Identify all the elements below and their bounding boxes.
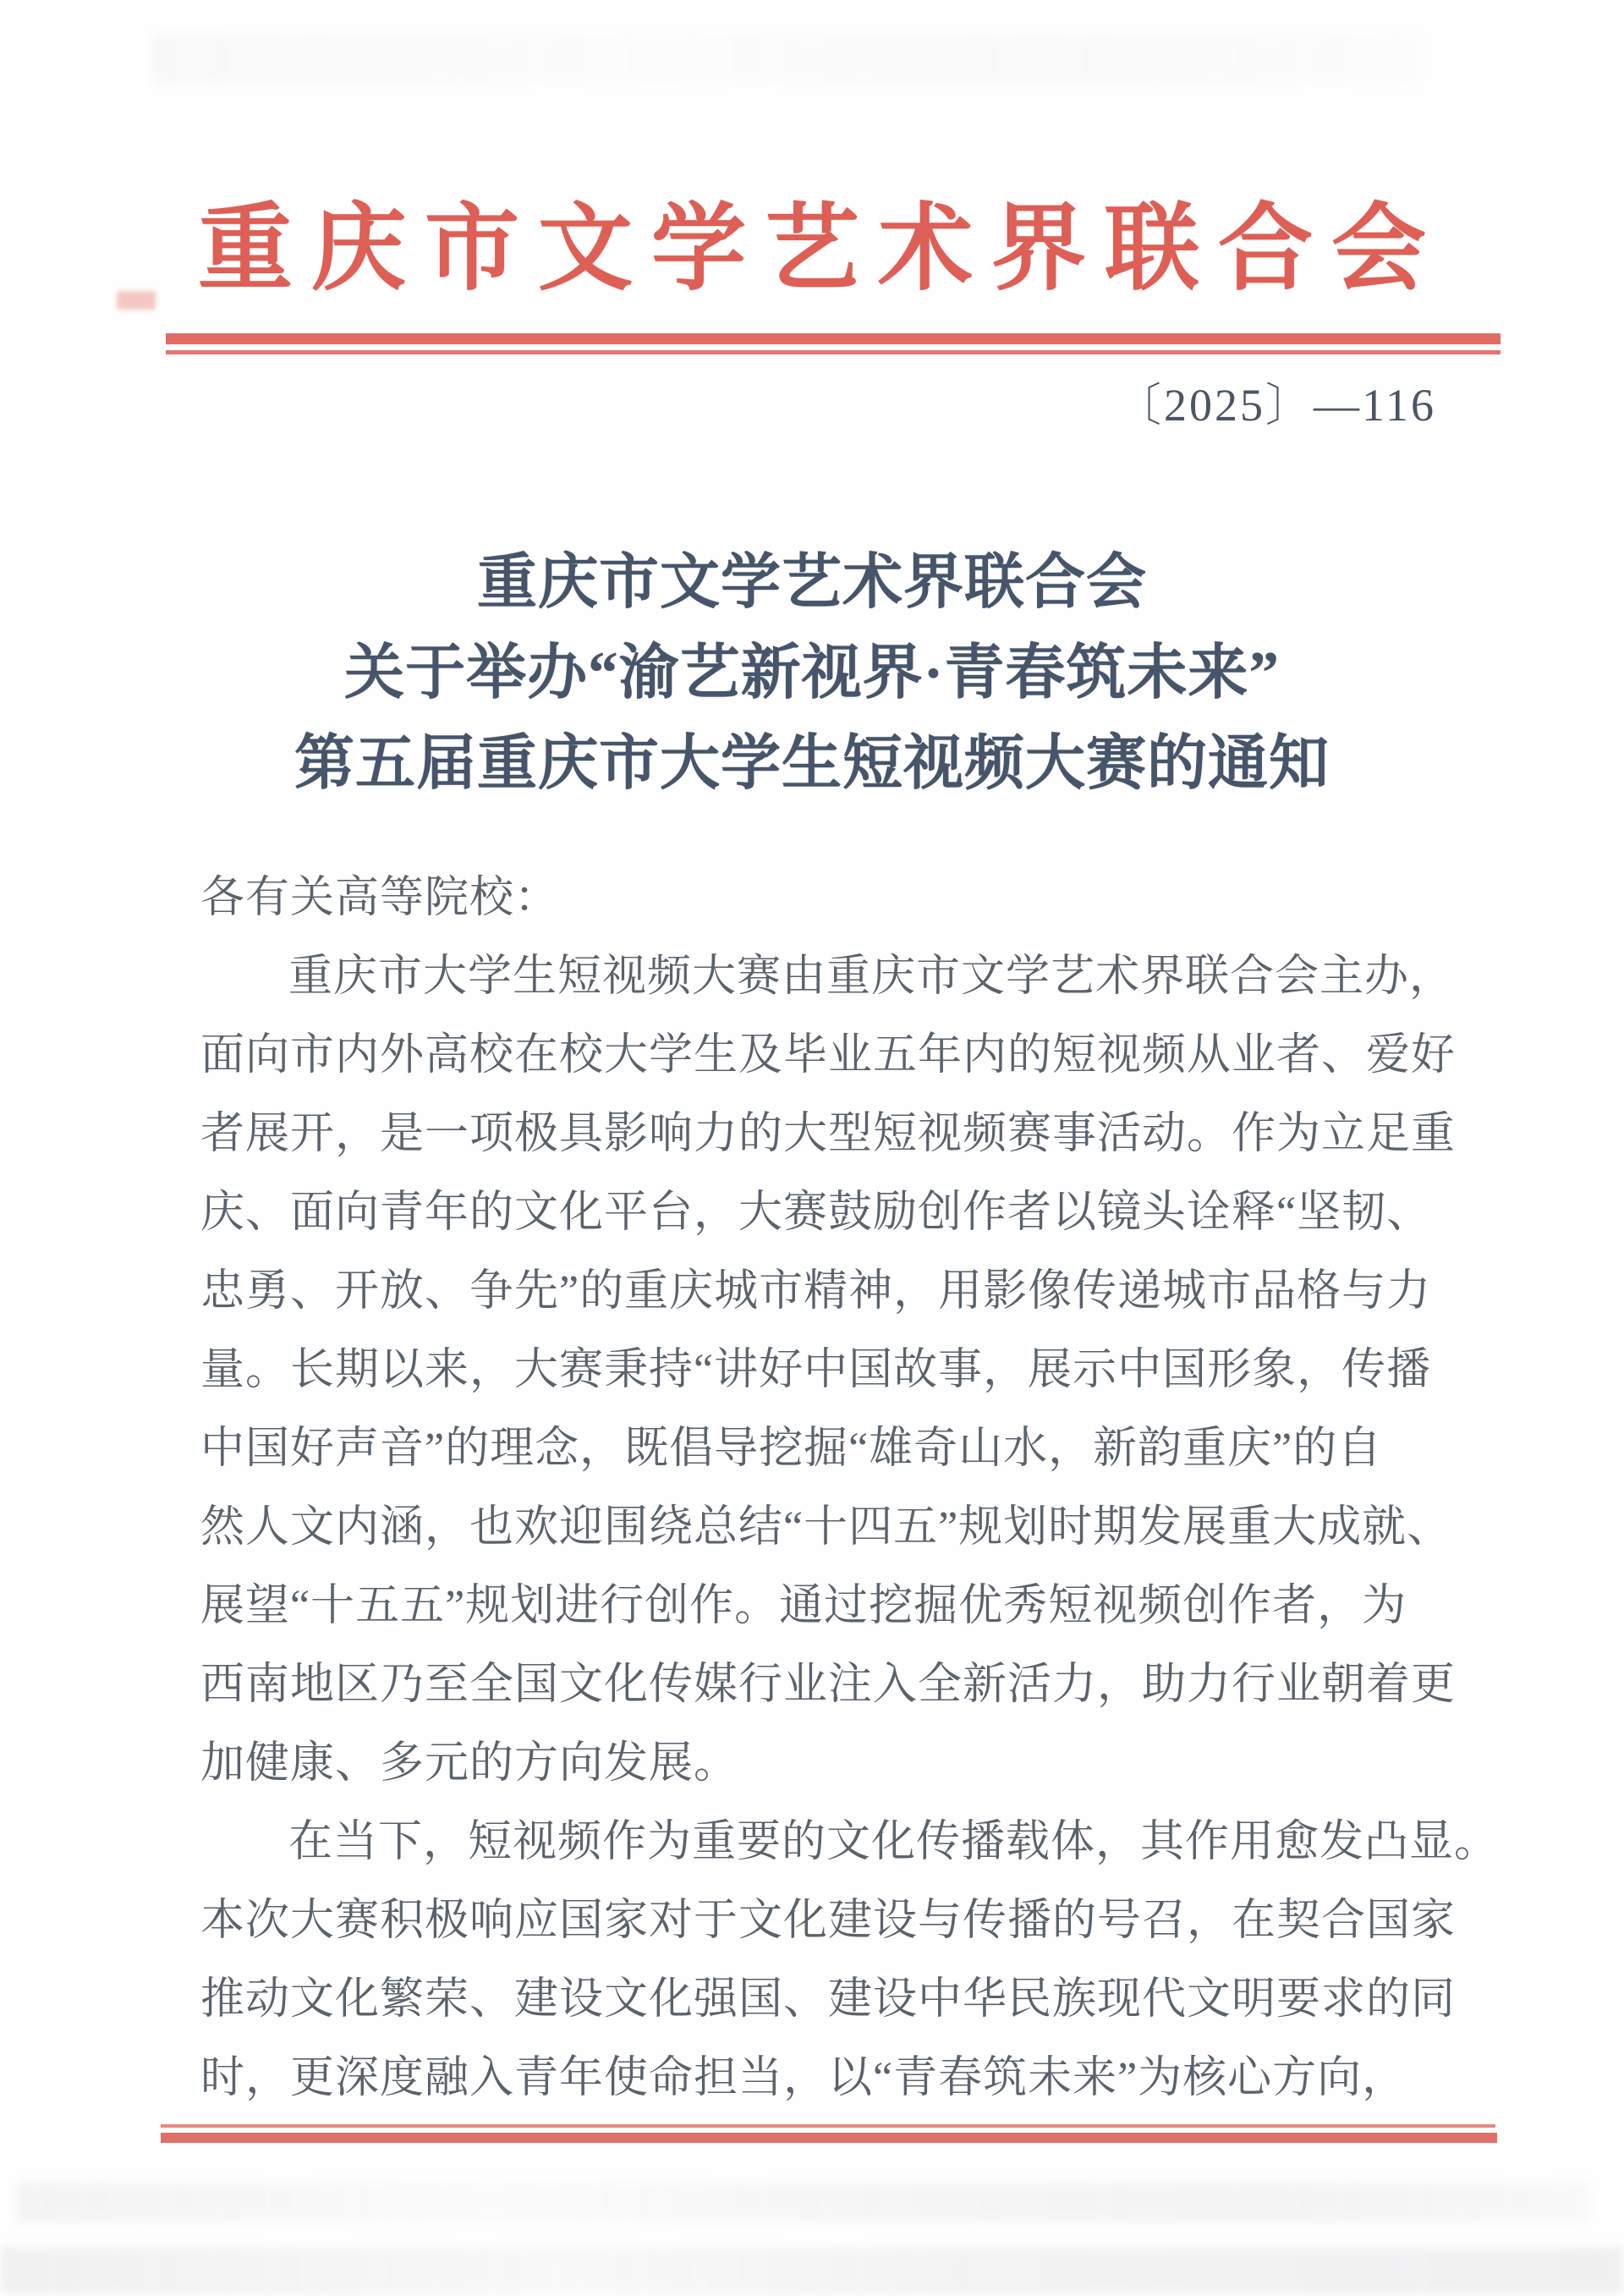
paragraph-1-line-7: 中国好声音”的理念，既倡导挖掘“雄奇山水，新韵重庆”的自 (200, 1425, 1383, 1473)
letterhead-org-name: 重庆市文学艺术界联合会 (198, 197, 1445, 302)
paragraph-1-line-9: 展望“十五五”规划进行创作。通过挖掘优秀短视频创作者，为 (200, 1582, 1407, 1630)
paragraph-1-line-1: 重庆市大学生短视频大赛由重庆市文学艺术界联合会主办， (288, 953, 1455, 1001)
paragraph-1-line-4: 庆、面向青年的文化平台，大赛鼓励创作者以镜头诠释“坚韧、 (200, 1189, 1432, 1237)
salutation: 各有关高等院校： (200, 874, 560, 922)
document-number: 〔2025〕—116 (1116, 380, 1436, 431)
paragraph-2-line-2: 本次大赛积极响应国家对于文化建设与传播的号召，在契合国家 (200, 1897, 1457, 1945)
paragraph-1-line-2: 面向市内外高校在校大学生及毕业五年内的短视频从业者、爱好 (200, 1031, 1457, 1079)
letterhead-rule-thin (166, 350, 1501, 354)
paragraph-2-line-1: 在当下，短视频作为重要的文化传播载体，其作用愈发凸显。 (288, 1818, 1500, 1866)
scan-smudge (17, 2183, 1590, 2222)
paragraph-1-line-5: 忠勇、开放、争先”的重庆城市精神，用影像传递城市品格与力 (200, 1267, 1432, 1316)
scan-smudge (152, 34, 1421, 85)
paragraph-1-line-8: 然人文内涵，也欢迎围绕总结“十四五”规划时期发展重大成就、 (200, 1503, 1452, 1552)
footer-rule-thin (161, 2124, 1495, 2128)
paragraph-1-line-3: 者展开，是一项极具影响力的大型短视频赛事活动。作为立足重 (200, 1110, 1457, 1158)
paragraph-1-line-6: 量。长期以来，大赛秉持“讲好中国故事，展示中国形象，传播 (200, 1346, 1432, 1394)
title-line-1: 重庆市文学艺术界联合会 (476, 550, 1147, 616)
title-line-3: 第五届重庆市大学生短视频大赛的通知 (294, 731, 1330, 797)
paragraph-2-line-4: 时，更深度融入青年使命担当，以“青春筑未来”为核心方向， (200, 2054, 1407, 2102)
letterhead-rule-thick (166, 333, 1501, 344)
body-text (200, 859, 1500, 2117)
paragraph-1-line-11: 加健康、多元的方向发展。 (200, 1739, 739, 1788)
title-line-2: 关于举办“渝艺新视界·青春筑未来” (344, 640, 1280, 706)
paragraph-2-line-3: 推动文化繁荣、建设文化强国、建设中华民族现代文明要求的同 (200, 1975, 1457, 2024)
document-title (0, 538, 1624, 810)
scan-smudge (0, 2247, 1624, 2294)
footer-rule-thick (161, 2133, 1497, 2143)
paragraph-1-line-10: 西南地区乃至全国文化传媒行业注入全新活力，助力行业朝着更 (200, 1661, 1457, 1709)
